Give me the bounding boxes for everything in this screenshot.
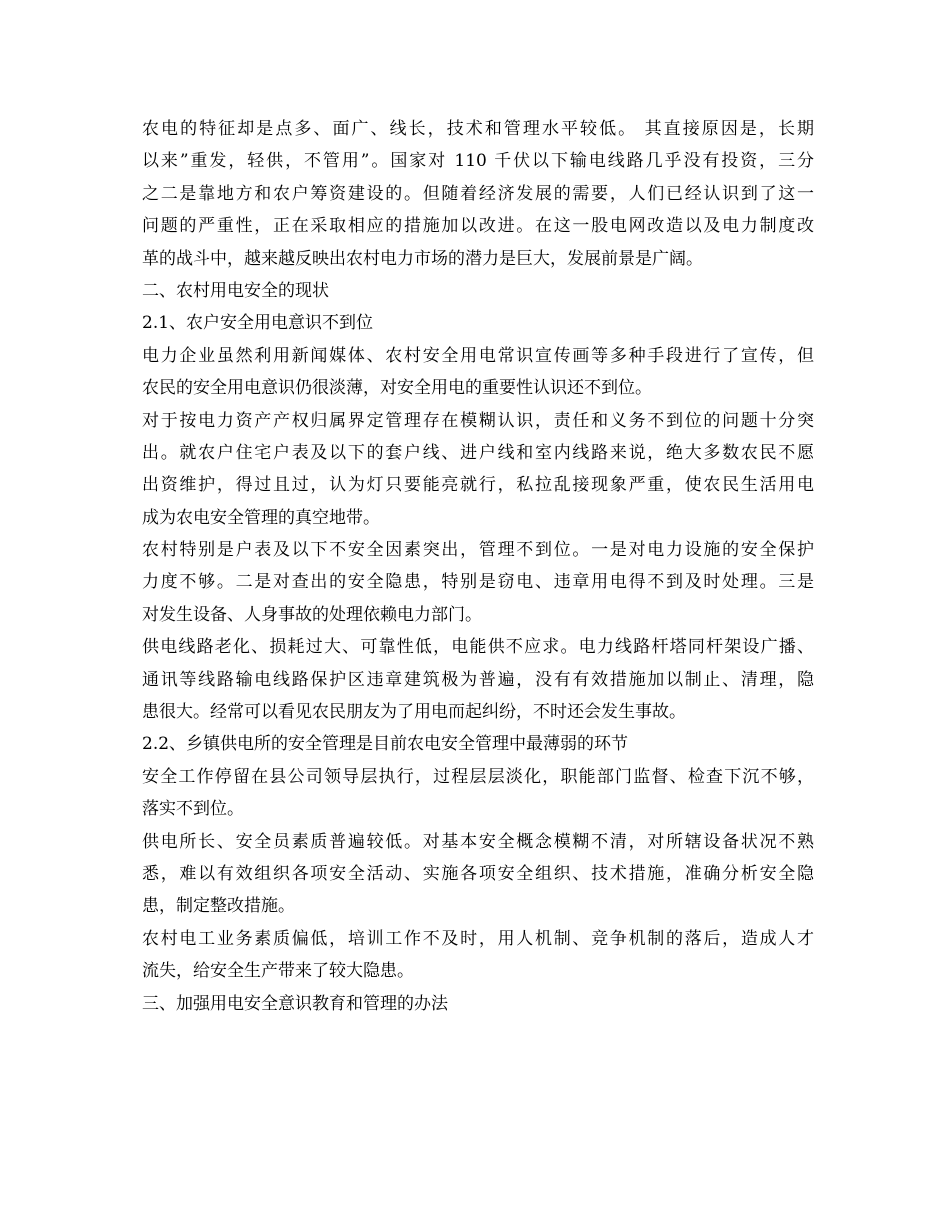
- text-line: 2.1、农户安全用电意识不到位: [142, 313, 374, 334]
- text-line: 安全工作停留在县公司领导层执行，过程层层淡化，职能部门监督、检查下沉不够，: [142, 766, 814, 787]
- text-line: 农村特别是户表及以下不安全因素突出，管理不到位。一是对电力设施的安全保护: [142, 540, 814, 561]
- text-line: 二、农村用电安全的现状: [142, 280, 329, 301]
- text-line: 之二是靠地方和农户筹资建设的。但随着经济发展的需要，人们已经认识到了这一: [142, 183, 814, 204]
- text-line: 农电的特征却是点多、面广、线长，技术和管理水平较低。 其直接原因是，长期: [142, 119, 814, 139]
- text-line: 出资维护，得过且过，认为灯只要能亮就行，私拉乱接现象严重，使农民生活用电: [142, 475, 814, 496]
- text-line: 供电所长、安全员素质普遍较低。对基本安全概念模糊不清，对所辖设备状况不熟: [142, 831, 814, 852]
- text-line: 落实不到位。: [142, 799, 244, 820]
- text-line: 革的战斗中，越来越反映出农村电力市场的潜力是巨大，发展前景是广阔。: [142, 248, 703, 269]
- text-line: 患，制定整改措施。: [142, 896, 295, 917]
- text-line: 通讯等线路输电线路保护区违章建筑极为普遍，没有有效措施加以制止、清理，隐: [142, 669, 814, 690]
- text-line: 流失，给安全生产带来了较大隐患。: [142, 961, 414, 982]
- text-line: 对发生设备、人身事故的处理依赖电力部门。: [142, 604, 482, 625]
- text-line: 三、加强用电安全意识教育和管理的办法: [142, 993, 448, 1014]
- text-line: 2.2、乡镇供电所的安全管理是目前农电安全管理中最薄弱的环节: [142, 734, 629, 755]
- text-line: 出。就农户住宅户表及以下的套户线、进户线和室内线路来说，绝大多数农民不愿: [142, 442, 814, 463]
- text-line: 悉，难以有效组织各项安全活动、实施各项安全组织、技术措施，准确分析安全隐: [142, 863, 814, 884]
- text-line: 电力企业虽然利用新闻媒体、农村安全用电常识宣传画等多种手段进行了宣传，但: [142, 345, 814, 366]
- document-body: [142, 113, 814, 1020]
- text-line: 成为农电安全管理的真空地带。: [142, 507, 380, 528]
- text-line: 农民的安全用电意识仍很淡薄，对安全用电的重要性认识还不到位。: [142, 378, 652, 399]
- text-line: 患很大。经常可以看见农民朋友为了用电而起纠纷，不时还会发生事故。: [142, 702, 686, 723]
- text-line: 问题的严重性，正在采取相应的措施加以改进。在这一股电网改造以及电力制度改: [142, 216, 814, 237]
- text-line: 供电线路老化、损耗过大、可靠性低，电能供不应求。电力线路杆塔同杆架设广播、: [142, 637, 814, 658]
- text-line: 农村电工业务素质偏低，培训工作不及时，用人机制、竞争机制的落后，造成人才: [142, 928, 814, 949]
- text-line: 对于按电力资产产权归属界定管理存在模糊认识，责任和义务不到位的问题十分突: [142, 410, 814, 431]
- text-line: 力度不够。二是对查出的安全隐患，特别是窃电、违章用电得不到及时处理。三是: [142, 572, 814, 593]
- text-line: 以来”重发，轻供，不管用”。国家对 110 千伏以下输电线路几乎没有投资，三分: [142, 151, 814, 172]
